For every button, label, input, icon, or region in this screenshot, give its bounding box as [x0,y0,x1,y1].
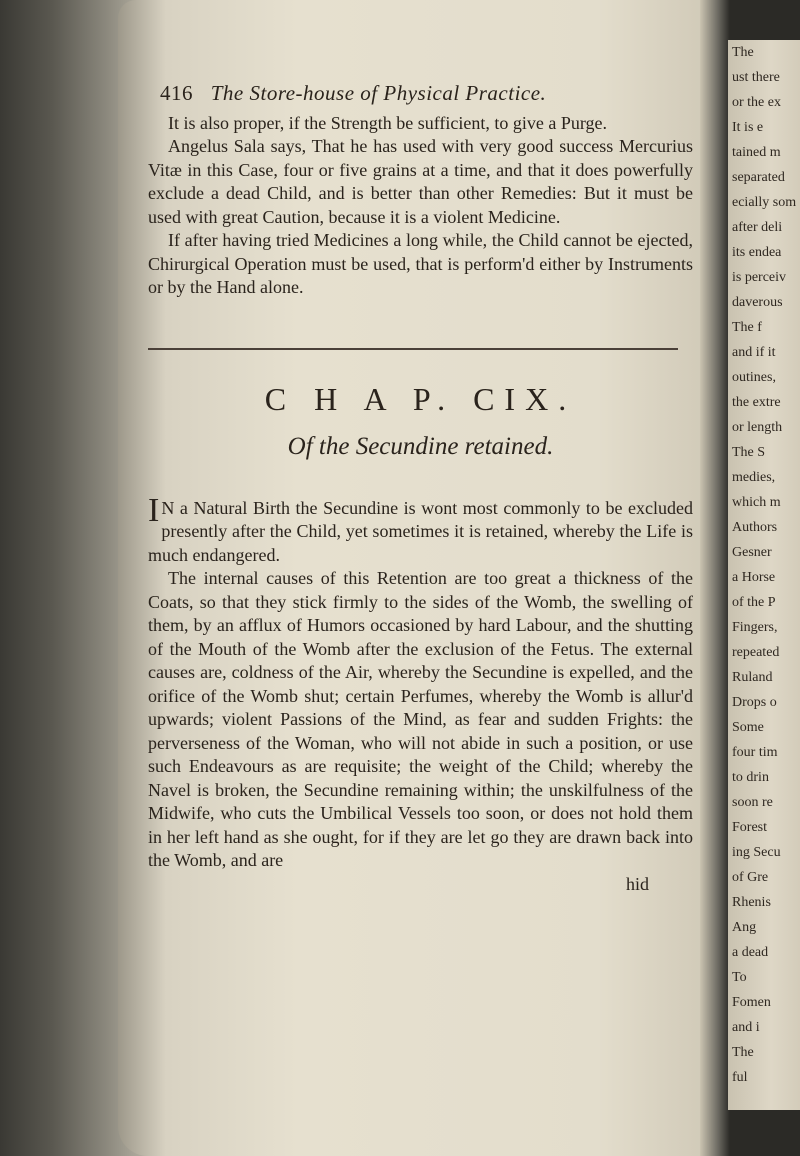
next-page-lines [728,40,800,1090]
next-page-line: daverous [732,295,783,310]
next-page-line: and if it [732,345,776,360]
next-page-line: The S [732,445,766,460]
next-page-line: Fingers, [732,620,778,635]
next-page-line: ful [732,1070,748,1085]
next-page-line: of Gre [732,870,769,885]
next-page-line: The [732,1045,754,1060]
page-text [148,82,693,896]
next-page-line: tained m [732,145,781,160]
catchword: hid [625,873,649,894]
next-page-line: after deli [732,220,783,235]
next-page-fragment [728,40,800,1110]
next-page-line: Gesner [732,545,772,560]
body-paragraph [148,491,693,568]
next-page-line: which m [732,495,781,510]
next-page-line: ust there [732,70,780,85]
next-page-line: or the ex [732,95,781,110]
drop-cap: I [148,491,160,529]
next-page-line: Authors [732,520,778,535]
next-page-line: to drin [732,770,769,785]
next-page-line: of the P [732,595,776,610]
next-page-line: It is e [732,120,764,135]
next-page-line: Some [732,720,764,735]
next-page-line: The f [732,320,762,335]
intro-paragraph: Angelus Sala says, That he has used with very good success Mercurius Vitæ in this Case, four or five grains at a time, and that it does powerfully exclude a dead Child, and is better than other Remedies: But it must be used with great Caution, because it is a violent Medicine. [148,136,693,227]
next-page-line: is perceiv [732,270,787,285]
next-page-line: the extre [732,395,781,410]
next-page-line: four tim [732,745,778,760]
next-page-line: its endea [732,245,782,260]
next-page-line: Drops o [732,695,777,710]
next-page-line: or length [732,420,783,435]
body-paragraph-text: N a Natural Birth the Secundine is wont most commonly to be excluded presently after the Child, yet sometimes it is retained, whereby the Life is much endangered. [148,497,693,565]
running-header [160,82,693,106]
next-page-line: ecially som [732,195,797,210]
next-page-line: repeated [732,645,780,660]
next-page-line: soon re [732,795,773,810]
section-rule [148,348,678,350]
next-page-line: Forest [732,820,767,835]
chapter-heading: C H A P. CIX. [264,380,577,417]
next-page-line: a dead [732,945,769,960]
next-page-line: Fomen [732,995,771,1010]
intro-paragraph: If after having tried Medicines a long while, the Child cannot be ejected, Chirurgical Operation must be used, that is perform'd either by Instruments or by the Hand alone. [148,230,693,297]
next-page-line: outines, [732,370,776,385]
next-page-line: and i [732,1020,760,1035]
next-page-line: The [732,45,754,60]
next-page-line: ing Secu [732,845,781,860]
intro-paragraph: It is also proper, if the Strength be sufficient, to give a Purge. [168,112,608,133]
next-page-line: Ang [732,920,757,935]
running-title: The Store-house of Physical Practice. [210,81,547,105]
page-edge-shadow [700,0,730,1156]
next-page-line: medies, [732,470,776,485]
next-page-line: separated [732,170,785,185]
chapter-subtitle: Of the Secundine retained. [287,433,554,460]
body-paragraph: The internal causes of this Retention are too great a thickness of the Coats, so that they stick firmly to the sides of the Womb, the swelling of them, by an afflux of Humors occasioned by hard Labour, and the shutting of the Mouth of the Womb after the exclusion of the Fetus. The external causes are, coldness of the Air, whereby the Secundine is expelled, and the orifice of the Womb shut; certain Perfumes, whereby the Womb is allur'd upwards; violent Passions of the Mind, as fear and sudden Frights: the perverseness of the Woman, who will not abide in such a position, or use such Endeavours as are requisite; the weight of the Child; whereby the Navel is broken, the Secundine remaining within; the unskilfulness of the Midwife, who cuts the Umbilical Vessels too soon, or does not hold them in her left hand as she ought, for if they are let go they are drawn back into the Womb, and are [148,568,693,870]
next-page-line: Ruland [732,670,773,685]
next-page-line: To [732,970,747,985]
page-number: 416 [160,81,193,105]
next-page-line: a Horse [732,570,776,585]
next-page-line: Rhenis [732,895,771,910]
